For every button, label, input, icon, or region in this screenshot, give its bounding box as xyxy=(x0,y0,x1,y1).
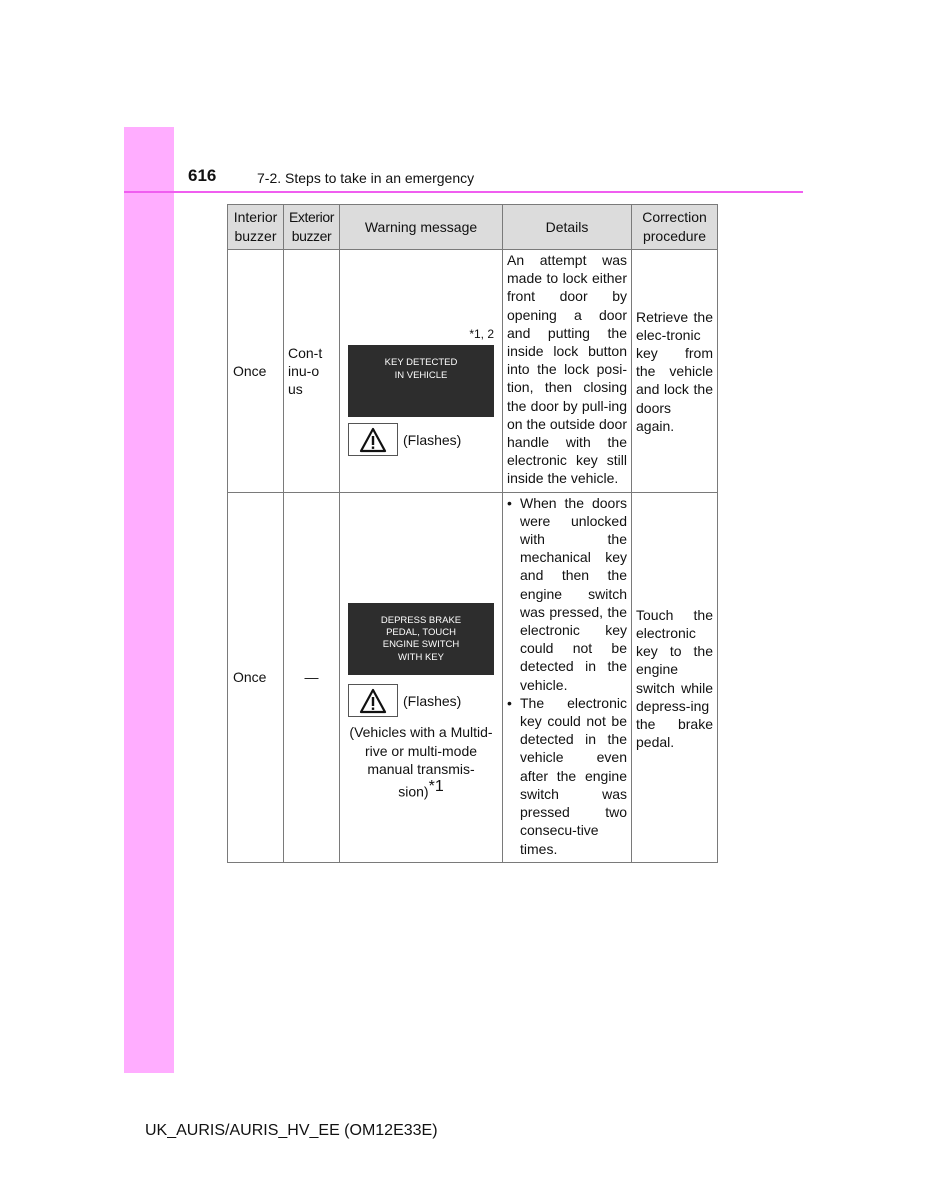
details-cell xyxy=(503,492,632,862)
details-text: An attempt was made to lock either front door by opening a door and putting the inside lock button into the lock posi-tion, then closing the door by pull-ing on the outside door handle with the electronic key still inside the vehicle. xyxy=(507,252,627,487)
condition-note-text: (Vehicles with a Multid-rive or multi-mode manual transmis-sion) xyxy=(349,724,493,800)
display-message: DEPRESS BRAKE PEDAL, TOUCH ENGINE SWITCH WITH KEY xyxy=(380,614,462,663)
list-item: • When the doors were unlocked with the mechanical key and then the engine switch was pressed, the electronic key could not be detected in the vehicle. xyxy=(507,494,627,694)
exterior-buzzer-cell xyxy=(284,250,340,493)
warning-table xyxy=(227,204,718,863)
flash-label: (Flashes) xyxy=(403,431,462,448)
condition-note xyxy=(348,723,494,800)
header-details: Details xyxy=(503,205,632,250)
header-exterior-buzzer: Exterior buzzer xyxy=(284,205,340,250)
warning-message-cell xyxy=(340,250,503,493)
side-tab-bar xyxy=(124,127,174,1073)
table-row xyxy=(228,250,718,493)
flash-indicator xyxy=(348,423,494,456)
flash-indicator xyxy=(348,684,494,717)
footnote-ref-text: *1, 2 xyxy=(469,327,494,342)
display-message: KEY DETECTED IN VEHICLE xyxy=(384,357,458,381)
multi-info-display xyxy=(348,345,494,417)
header-interior-buzzer: Interior buzzer xyxy=(228,205,284,250)
table-row xyxy=(228,492,718,862)
warning-message-cell xyxy=(340,492,503,862)
footnote-ref xyxy=(348,325,494,343)
table-header-row xyxy=(228,205,718,250)
interior-buzzer-cell: Once xyxy=(228,250,284,493)
footer-code: UK_AURIS/AURIS_HV_EE (OM12E33E) xyxy=(145,1122,438,1139)
header-correction-procedure: Correction procedure xyxy=(632,205,718,250)
correction-text: Touch the electronic key to the engine switch while depress-ing the brake pedal. xyxy=(636,606,713,751)
details-list xyxy=(507,494,627,858)
interior-buzzer-cell: Once xyxy=(228,492,284,862)
correction-text: Retrieve the elec-tronic key from the vehicle and lock the doors again. xyxy=(636,308,713,434)
warning-triangle-icon xyxy=(348,684,398,717)
correction-cell xyxy=(632,492,718,862)
exterior-buzzer-cell: — xyxy=(284,492,340,862)
flash-label: (Flashes) xyxy=(403,692,462,709)
header-warning-message: Warning message xyxy=(340,205,503,250)
section-title: 7-2. Steps to take in an emergency xyxy=(257,170,475,186)
details-cell xyxy=(503,250,632,493)
correction-cell xyxy=(632,250,718,493)
multi-info-display xyxy=(348,603,494,675)
warning-triangle-icon xyxy=(348,423,398,456)
page-number: 616 xyxy=(188,166,217,185)
list-item: • The electronic key could not be detected in the vehicle even after the engine switch was pressed two consecu-tive times. xyxy=(507,694,627,858)
condition-ref: *1 xyxy=(428,778,444,796)
header-divider xyxy=(124,191,803,193)
exterior-buzzer-value: Con-tinu-ous xyxy=(288,344,323,397)
